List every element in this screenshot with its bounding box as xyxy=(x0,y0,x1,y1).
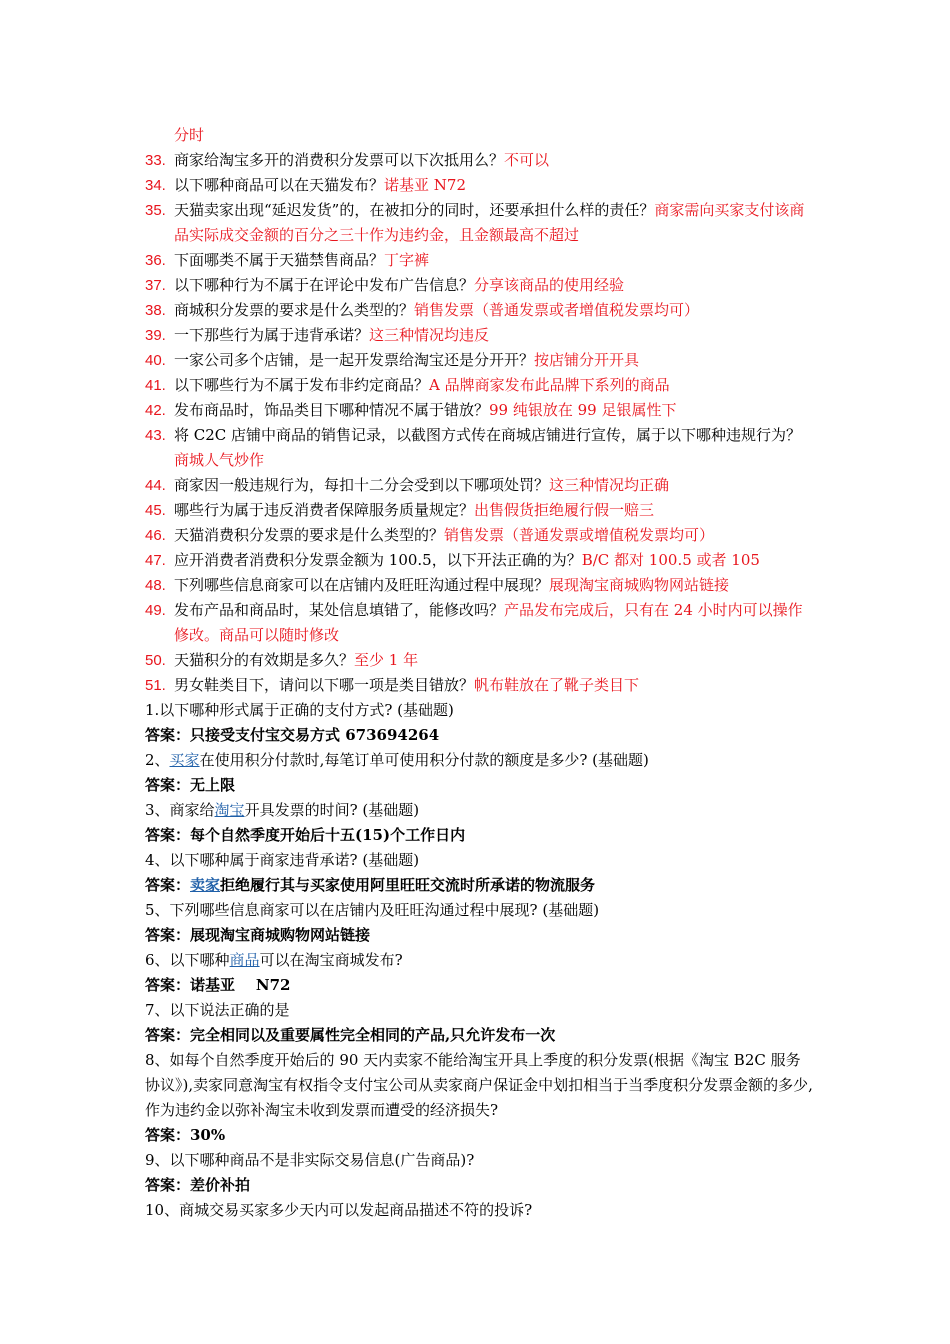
list-item xyxy=(145,348,815,373)
list-item xyxy=(145,673,815,698)
item-question: 将 C2C 店铺中商品的销售记录，以截图方式传在商城店铺进行宣传，属于以下哪种违规行为？ xyxy=(174,426,802,444)
question-2 xyxy=(145,748,815,773)
item-answer: 至少 1 年 xyxy=(354,651,419,669)
item-answer: 帆布鞋放在了靴子类目下 xyxy=(474,676,640,694)
item-question: 一家公司多个店铺，是一起开发票给淘宝还是分开开？ xyxy=(174,351,535,369)
list-item xyxy=(145,323,815,348)
item-number: 41. xyxy=(145,377,166,394)
item-answer: 销售发票（普通发票或增值税发票均可） xyxy=(444,526,715,544)
item-answer: 不可以 xyxy=(504,151,550,169)
item-answer: 这三种情况均违反 xyxy=(369,326,490,344)
item-answer: A 品牌商家发布此品牌下系列的商品 xyxy=(429,376,670,394)
question-10: 10、商城交易买家多少天内可以发起商品描述不符的投诉? xyxy=(145,1201,533,1219)
item-number: 50. xyxy=(145,652,166,669)
answer-3: 答案：每个自然季度开始后十五(15)个工作日内 xyxy=(145,826,466,844)
list-item xyxy=(145,498,815,523)
item-number: 37. xyxy=(145,277,166,294)
answer-2: 答案：无上限 xyxy=(145,776,236,794)
answer-7: 答案：完全相同以及重要属性完全相同的产品,只允许发布一次 xyxy=(145,1026,556,1044)
item-answer: 商城人气炒作 xyxy=(174,451,265,469)
answer-4-prefix: 答案： xyxy=(145,876,191,894)
question-4: 4、以下哪种属于商家违背承诺? (基础题) xyxy=(145,851,420,869)
answer-6: 答案：诺基亚 N72 xyxy=(145,976,291,994)
link-product[interactable]: 商品 xyxy=(229,951,260,969)
list-item xyxy=(145,598,815,648)
item-answer: 按店铺分开开具 xyxy=(534,351,640,369)
question-6-suffix: 可以在淘宝商城发布? xyxy=(259,951,403,969)
item-number: 39. xyxy=(145,327,166,344)
continued-answer: 分时 xyxy=(174,126,205,144)
question-6-prefix: 6、以下哪种 xyxy=(145,951,230,969)
item-answer: B/C 都对 100.5 或者 105 xyxy=(581,551,760,569)
item-answer: 诺基亚 N72 xyxy=(384,176,466,194)
item-question: 以下哪种商品可以在天猫发布？ xyxy=(174,176,385,194)
item-number: 34. xyxy=(145,177,166,194)
list-item xyxy=(145,648,815,673)
document-body xyxy=(145,123,815,1223)
item-number: 43. xyxy=(145,427,166,444)
item-answer: 展现淘宝商城购物网站链接 xyxy=(549,576,730,594)
item-question: 天猫卖家出现“延迟发货”的，在被扣分的同时，还要承担什么样的责任？ xyxy=(174,201,655,219)
item-number: 46. xyxy=(145,527,166,544)
item-answer: 丁字裤 xyxy=(384,251,430,269)
item-answer: 商家需向买家支付该商品实际成交金额的百分之三十作为违约金，且金额最高不超过 xyxy=(174,201,805,244)
item-question: 男女鞋类目下，请问以下哪一项是类目错放？ xyxy=(174,676,475,694)
item-number: 33. xyxy=(145,152,166,169)
item-question: 天猫积分的有效期是多久？ xyxy=(174,651,355,669)
list-item xyxy=(145,473,815,498)
question-3-suffix: 开具发票的时间? (基础题) xyxy=(244,801,420,819)
link-taobao[interactable]: 淘宝 xyxy=(214,801,245,819)
question-3-prefix: 3、商家给 xyxy=(145,801,215,819)
answer-9: 答案：差价补拍 xyxy=(145,1176,251,1194)
item-answer: 产品发布完成后，只有在 24 小时内可以操作修改。商品可以随时修改 xyxy=(174,601,803,644)
item-question: 下面哪类不属于天猫禁售商品？ xyxy=(174,251,385,269)
question-2-suffix: 在使用积分付款时,每笔订单可使用积分付款的额度是多少? (基础题) xyxy=(199,751,649,769)
question-2-prefix: 2、 xyxy=(145,751,170,769)
link-seller[interactable]: 卖家 xyxy=(190,876,221,894)
item-question: 商家给淘宝多开的消费积分发票可以下次抵用么？ xyxy=(174,151,505,169)
item-number: 38. xyxy=(145,302,166,319)
list-item xyxy=(145,398,815,423)
item-number: 49. xyxy=(145,602,166,619)
list-item xyxy=(145,273,815,298)
question-5: 5、下列哪些信息商家可以在店铺内及旺旺沟通过程中展现? (基础题) xyxy=(145,901,600,919)
item-question: 商城积分发票的要求是什么类型的？ xyxy=(174,301,415,319)
answer-8: 答案：30% xyxy=(145,1126,226,1144)
item-question: 商家因一般违规行为，每扣十二分会受到以下哪项处罚？ xyxy=(174,476,550,494)
list-item xyxy=(145,173,815,198)
item-number: 51. xyxy=(145,677,166,694)
question-3 xyxy=(145,798,815,823)
list-item xyxy=(145,198,815,248)
item-answer: 这三种情况均正确 xyxy=(549,476,670,494)
item-number: 40. xyxy=(145,352,166,369)
list-item xyxy=(145,548,815,573)
item-answer: 销售发票（普通发票或者增值税发票均可） xyxy=(414,301,700,319)
item-number: 42. xyxy=(145,402,166,419)
numbered-question-list xyxy=(145,148,815,698)
question-8: 8、如每个自然季度开始后的 90 天内卖家不能给淘宝开具上季度的积分发票(根据《淘宝 B2C 服务协议》),卖家同意淘宝有权指令支付宝公司从卖家商户保证金中划扣相当于当季度积分发票金额的多少,作为违约金以弥补淘宝未收到发票而遭受的经济损失? xyxy=(145,1051,813,1119)
item-question: 天猫消费积分发票的要求是什么类型的？ xyxy=(174,526,445,544)
item-number: 48. xyxy=(145,577,166,594)
item-question: 以下哪种行为不属于在评论中发布广告信息？ xyxy=(174,276,475,294)
item-number: 44. xyxy=(145,477,166,494)
item-question: 以下哪些行为不属于发布非约定商品？ xyxy=(174,376,430,394)
item-question: 发布产品和商品时，某处信息填错了，能修改吗？ xyxy=(174,601,505,619)
question-6 xyxy=(145,948,815,973)
list-item xyxy=(145,523,815,548)
item-answer: 出售假货拒绝履行假一赔三 xyxy=(474,501,655,519)
answer-5: 答案：展现淘宝商城购物网站链接 xyxy=(145,926,371,944)
item-answer: 99 纯银放在 99 足银属性下 xyxy=(489,401,677,419)
link-buyer[interactable]: 买家 xyxy=(169,751,200,769)
list-item xyxy=(145,298,815,323)
list-item xyxy=(145,423,815,473)
item-question: 发布商品时，饰品类目下哪种情况不属于错放？ xyxy=(174,401,490,419)
item-question: 下列哪些信息商家可以在店铺内及旺旺沟通过程中展现？ xyxy=(174,576,550,594)
list-item xyxy=(145,373,815,398)
item-number: 47. xyxy=(145,552,166,569)
answer-1: 答案：只接受支付宝交易方式 673694264 xyxy=(145,726,440,744)
item-question: 应开消费者消费积分发票金额为 100.5，以下开法正确的为？ xyxy=(174,551,582,569)
item-answer: 分享该商品的使用经验 xyxy=(474,276,625,294)
item-number: 45. xyxy=(145,502,166,519)
list-item xyxy=(145,573,815,598)
question-9: 9、以下哪种商品不是非实际交易信息(广告商品)? xyxy=(145,1151,475,1169)
question-7: 7、以下说法正确的是 xyxy=(145,1001,290,1019)
item-question: 哪些行为属于违反消费者保障服务质量规定？ xyxy=(174,501,475,519)
item-number: 36. xyxy=(145,252,166,269)
answer-4-suffix: 拒绝履行其与买家使用阿里旺旺交流时所承诺的物流服务 xyxy=(220,876,596,894)
question-1: 1.以下哪种形式属于正确的支付方式? (基础题) xyxy=(145,701,454,719)
list-item xyxy=(145,148,815,173)
answer-4 xyxy=(145,873,815,898)
item-number: 35. xyxy=(145,202,166,219)
item-question: 一下那些行为属于违背承诺？ xyxy=(174,326,370,344)
list-item xyxy=(145,248,815,273)
